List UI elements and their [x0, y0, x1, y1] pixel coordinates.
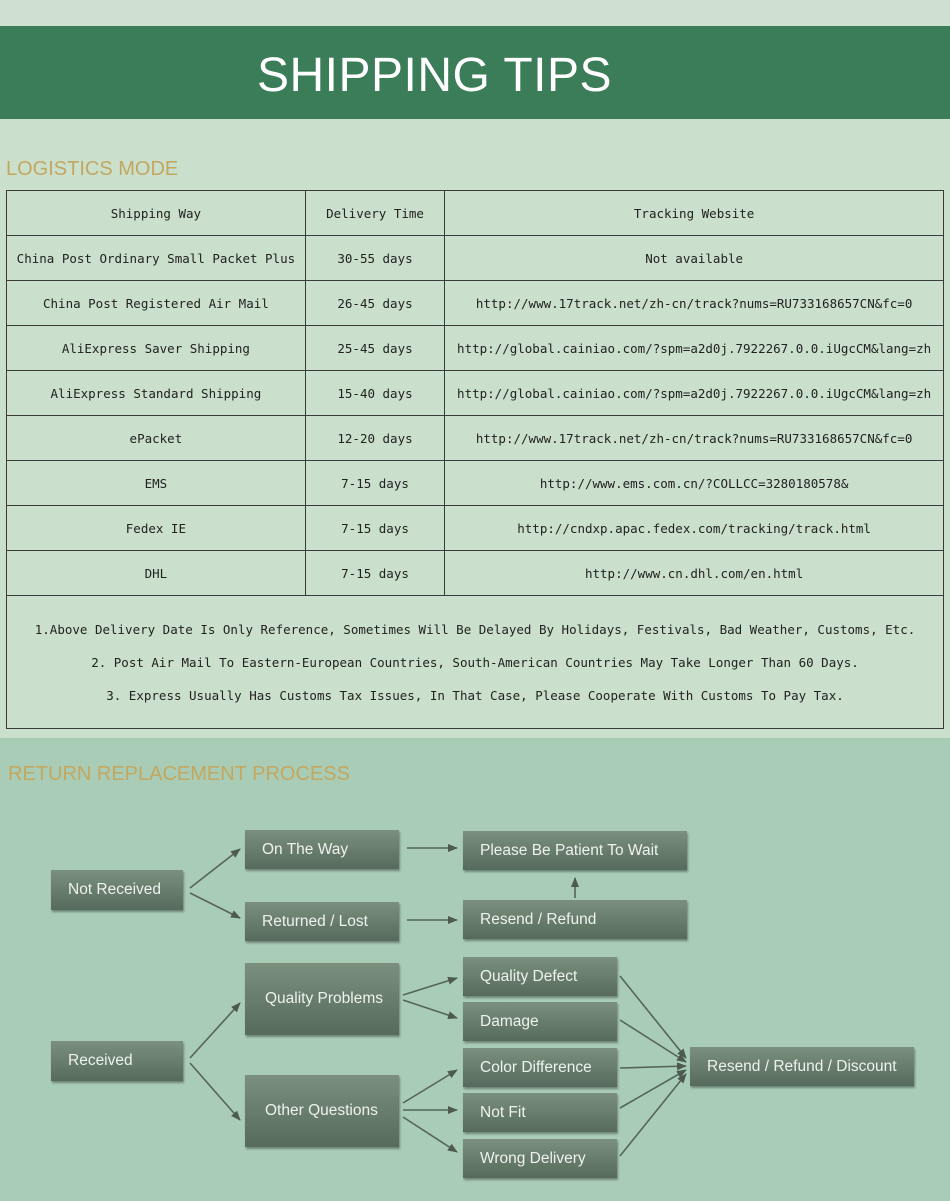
not-fit-box: Not Fit [463, 1093, 617, 1132]
tracking-website-cell: Not available [445, 236, 944, 281]
shipping-way-cell: AliExpress Standard Shipping [7, 371, 306, 416]
please-wait-box: Please Be Patient To Wait [463, 831, 687, 870]
other-questions-box: Other Questions [245, 1075, 399, 1147]
tracking-website-cell: http://www.ems.com.cn/?COLLCC=3280180578& [445, 461, 944, 506]
header-shipping-way: Shipping Way [7, 191, 306, 236]
tracking-website-cell: http://www.cn.dhl.com/en.html [445, 551, 944, 596]
delivery-time-cell: 7-15 days [305, 461, 444, 506]
shipping-way-cell: EMS [7, 461, 306, 506]
shipping-way-cell: China Post Ordinary Small Packet Plus [7, 236, 306, 281]
header-tracking-website: Tracking Website [445, 191, 944, 236]
shipping-way-cell: China Post Registered Air Mail [7, 281, 306, 326]
note-3: 3. Express Usually Has Customs Tax Issues, In That Case, Please Cooperate With Customs To Pay Tax. [106, 687, 844, 703]
resend-refund-box: Resend / Refund [463, 900, 687, 939]
color-difference-box: Color Difference [463, 1048, 617, 1087]
delivery-time-cell: 7-15 days [305, 551, 444, 596]
damage-box: Damage [463, 1002, 617, 1041]
shipping-way-cell: AliExpress Saver Shipping [7, 326, 306, 371]
delivery-time-cell: 15-40 days [305, 371, 444, 416]
logistics-section-title: LOGISTICS MODE [6, 158, 179, 180]
delivery-time-cell: 26-45 days [305, 281, 444, 326]
delivery-time-cell: 30-55 days [305, 236, 444, 281]
quality-defect-box: Quality Defect [463, 957, 617, 996]
resend-refund-discount-box: Resend / Refund / Discount [690, 1047, 914, 1086]
shipping-way-cell: ePacket [7, 416, 306, 461]
delivery-time-cell: 7-15 days [305, 506, 444, 551]
note-1: 1.Above Delivery Date Is Only Reference, Sometimes Will Be Delayed By Holidays, Festivals, Bad Weather, Customs, Etc. [34, 621, 916, 637]
tracking-website-cell: http://global.cainiao.com/?spm=a2d0j.7922267.0.0.iUgcCM&lang=zh [445, 326, 944, 371]
banner-title: SHIPPING TIPS [257, 49, 613, 102]
on-the-way-box: On The Way [245, 830, 399, 869]
delivery-time-cell: 25-45 days [305, 326, 444, 371]
tracking-website-cell: http://cndxp.apac.fedex.com/tracking/track.html [445, 506, 944, 551]
shipping-way-cell: DHL [7, 551, 306, 596]
shipping-way-cell: Fedex IE [7, 506, 306, 551]
tracking-website-cell: http://global.cainiao.com/?spm=a2d0j.7922267.0.0.iUgcCM&lang=zh [445, 371, 944, 416]
returned-lost-box: Returned / Lost [245, 902, 399, 941]
received-box: Received [51, 1041, 183, 1081]
not-received-box: Not Received [51, 870, 183, 910]
wrong-delivery-box: Wrong Delivery [463, 1139, 617, 1178]
process-section-title: RETURN REPLACEMENT PROCESS [8, 763, 350, 785]
note-2: 2. Post Air Mail To Eastern-European Countries, South-American Countries May Take Longer Than 60 Days. [91, 654, 859, 670]
header-delivery-time: Delivery Time [305, 191, 444, 236]
quality-problems-box: Quality Problems [245, 963, 399, 1035]
tracking-website-cell: http://www.17track.net/zh-cn/track?nums=RU733168657CN&fc=0 [445, 416, 944, 461]
delivery-time-cell: 12-20 days [305, 416, 444, 461]
tracking-website-cell: http://www.17track.net/zh-cn/track?nums=RU733168657CN&fc=0 [445, 281, 944, 326]
